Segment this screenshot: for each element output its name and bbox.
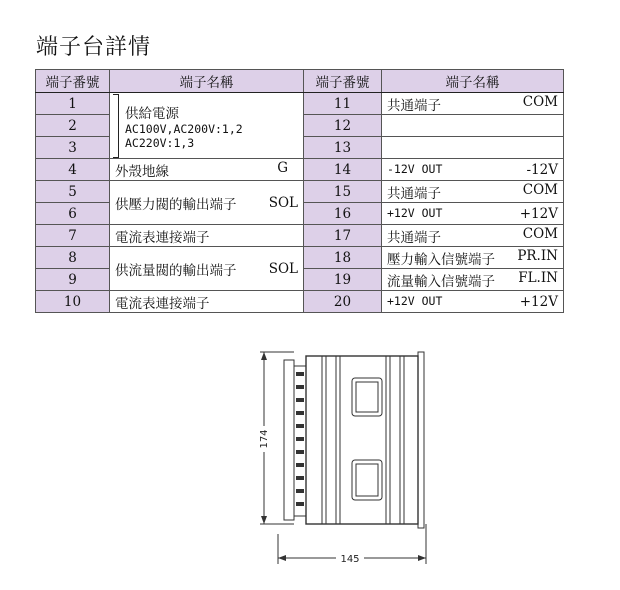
terminal-name (382, 93, 564, 115)
side-view-drawing (236, 338, 436, 570)
table-row (36, 225, 564, 247)
terminal-code: +12V (519, 205, 558, 222)
terminal-label: 共通端子 (387, 229, 441, 246)
terminal-no: 18 (304, 247, 382, 269)
front-bezel (284, 360, 294, 520)
pressure-valve-code: SOL (268, 194, 298, 211)
flow-valve-code: SOL (268, 260, 298, 277)
terminal-no: 11 (304, 93, 382, 115)
terminal-label: 共通端子 (387, 185, 441, 202)
terminal-name (382, 137, 564, 159)
ammeter-label: 電流表連接端子 (110, 291, 304, 313)
terminal-code: PR.IN (517, 247, 558, 264)
header-terminal-no-right: 端子番號 (304, 70, 382, 93)
terminal-name (382, 203, 564, 225)
header-terminal-no-left: 端子番號 (36, 70, 110, 93)
rear-plate (418, 352, 424, 528)
terminal-no: 3 (36, 137, 110, 159)
terminal-no: 17 (304, 225, 382, 247)
terminal-label: -12V OUT (387, 161, 443, 176)
terminal-no: 7 (36, 225, 110, 247)
power-ac220: AC220V:1,3 (125, 135, 195, 150)
ground-label: 外殼地線 (115, 163, 169, 180)
terminal-no: 2 (36, 115, 110, 137)
mounting-bracket-top-inner (356, 382, 378, 412)
terminal-name (382, 291, 564, 313)
terminal-no: 6 (36, 203, 110, 225)
arrow-up (261, 352, 267, 360)
height-dimension-label: 174 (259, 429, 270, 449)
terminal-code: FL.IN (518, 269, 558, 286)
terminal-no: 10 (36, 291, 110, 313)
terminal-name (382, 159, 564, 181)
terminal-no: 13 (304, 137, 382, 159)
terminal-name (382, 181, 564, 203)
terminal-label: 流量輸入信號端子 (387, 273, 495, 290)
terminal-no: 16 (304, 203, 382, 225)
terminal-no: 9 (36, 269, 110, 291)
terminal-name (382, 115, 564, 137)
terminal-no: 15 (304, 181, 382, 203)
table-header-row (36, 70, 564, 93)
mounting-bracket-bottom-inner (356, 464, 378, 496)
bracket-line (113, 94, 119, 158)
terminal-label: +12V OUT (387, 205, 443, 220)
main-body (306, 356, 418, 524)
terminal-name (110, 181, 304, 225)
terminal-name (110, 247, 304, 291)
pressure-valve-label: 供壓力閥的輸出端子 (115, 196, 237, 213)
table-row (36, 247, 564, 269)
table-row (36, 159, 564, 181)
terminal-no: 19 (304, 269, 382, 291)
table-row (36, 93, 564, 115)
arrow-left (278, 555, 286, 561)
power-supply-group (110, 93, 304, 159)
terminal-code: COM (522, 181, 558, 198)
terminal-screws (296, 372, 304, 506)
terminal-table (35, 69, 564, 313)
terminal-label: 壓力輸入信號端子 (387, 251, 495, 268)
terminal-name (382, 225, 564, 247)
table-row (36, 291, 564, 313)
terminal-no: 4 (36, 159, 110, 181)
terminal-code: -12V (526, 161, 558, 178)
power-ac100-200: AC100V,AC200V:1,2 (125, 121, 243, 136)
terminal-no: 5 (36, 181, 110, 203)
terminal-code: +12V (519, 293, 558, 310)
terminal-no: 8 (36, 247, 110, 269)
terminal-code: COM (522, 93, 558, 110)
header-terminal-name-right: 端子名稱 (382, 70, 564, 93)
terminal-label: 共通端子 (387, 97, 441, 114)
terminal-no: 14 (304, 159, 382, 181)
flow-valve-label: 供流量閥的輸出端子 (115, 262, 237, 279)
terminal-label: +12V OUT (387, 293, 443, 308)
terminal-no: 12 (304, 115, 382, 137)
ammeter-label: 電流表連接端子 (110, 225, 304, 247)
width-dimension-label: 145 (340, 554, 360, 565)
table-row (36, 181, 564, 203)
terminal-no: 20 (304, 291, 382, 313)
terminal-name (110, 159, 304, 181)
header-terminal-name-left: 端子名稱 (110, 70, 304, 93)
terminal-code: COM (522, 225, 558, 242)
power-supply-label: 供給電源 (125, 105, 179, 122)
terminal-name (382, 269, 564, 291)
terminal-name (382, 247, 564, 269)
ground-code: G (277, 159, 288, 176)
page-title: 端子台詳情 (36, 35, 152, 60)
terminal-no: 1 (36, 93, 110, 115)
arrow-down (261, 516, 267, 524)
arrow-right (418, 555, 426, 561)
